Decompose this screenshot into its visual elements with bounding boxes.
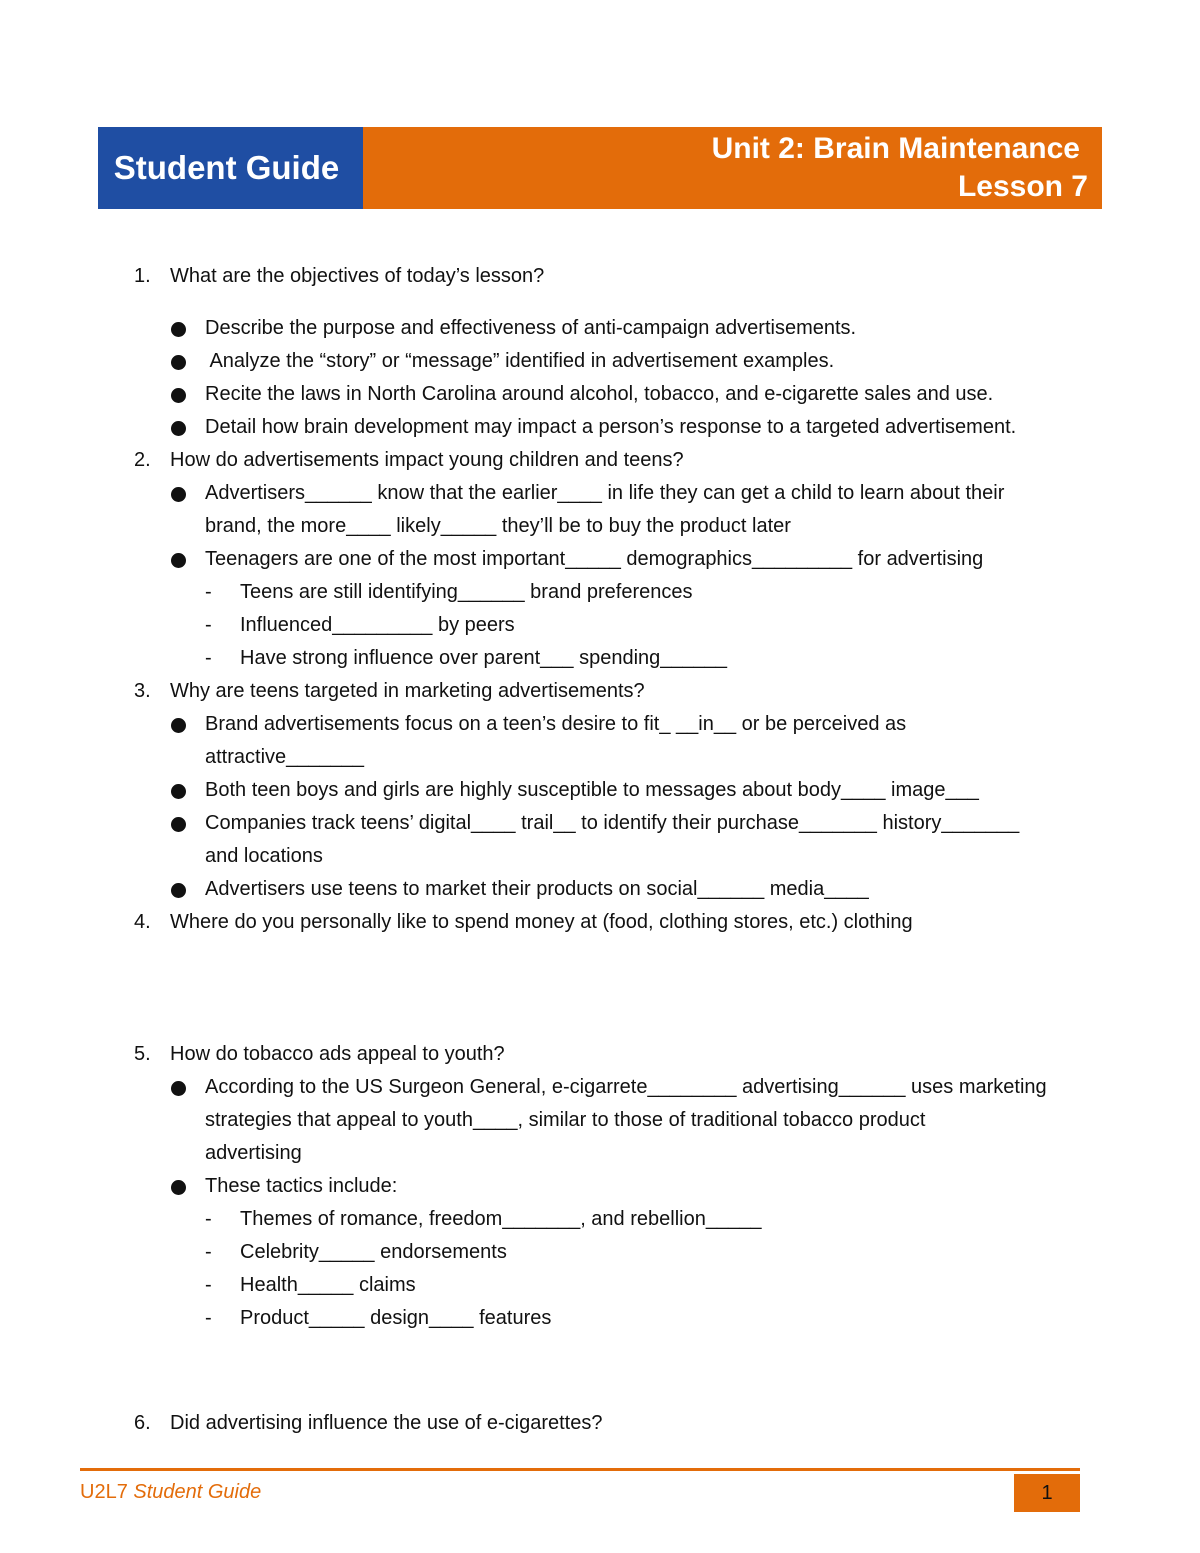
lesson-title: Lesson 7 — [957, 170, 1088, 203]
bullet-icon — [171, 421, 186, 436]
unit-title: Unit 2: Brain Maintenance — [711, 132, 1080, 165]
bullet-text: attractive_______ — [205, 746, 365, 768]
sub-item-text: Teens are still identifying______ brand preferences — [240, 581, 693, 603]
bullet-text: strategies that appeal to youth____, similar to those of traditional tobacco product — [205, 1109, 926, 1131]
question-text: How do advertisements impact young children and teens? — [170, 449, 684, 471]
bullet-text: Advertisers______ know that the earlier____ in life they can get a child to learn about their — [205, 482, 1005, 504]
question-number: 3. — [134, 680, 151, 702]
bullet-icon — [171, 487, 186, 502]
bullet-text: Analyze the “story” or “message” identified in advertisement examples. — [205, 350, 835, 372]
bullet-text: Teenagers are one of the most important_____ demographics_________ for advertising — [205, 548, 984, 570]
bullet-text: and locations — [205, 845, 323, 867]
bullet-text: Companies track teens’ digital____ trail__ to identify their purchase_______ history_______ — [205, 812, 1020, 834]
bullet-icon — [171, 1180, 186, 1195]
question-text: Where do you personally like to spend money at (food, clothing stores, etc.) clothing — [170, 911, 913, 933]
bullet-text: These tactics include: — [205, 1175, 398, 1197]
bullet-icon — [171, 322, 186, 337]
footer-guide: Student Guide — [133, 1481, 262, 1503]
bullet-text: Brand advertisements focus on a teen’s desire to fit_ __in__ or be perceived as — [205, 713, 907, 735]
bullet-icon — [171, 883, 186, 898]
sub-item-text: Themes of romance, freedom_______, and rebellion_____ — [240, 1208, 762, 1230]
question-number: 6. — [134, 1412, 151, 1434]
bullet-icon — [171, 817, 186, 832]
bullet-text: Describe the purpose and effectiveness of anti-campaign advertisements. — [205, 317, 857, 339]
dash-icon: - — [205, 1307, 212, 1329]
question-text: How do tobacco ads appeal to youth? — [170, 1043, 505, 1065]
bullet-icon — [171, 553, 186, 568]
sub-item-text: Health_____ claims — [240, 1274, 416, 1296]
footer-label — [80, 1481, 261, 1504]
dash-icon: - — [205, 1208, 212, 1230]
bullet-icon — [171, 718, 186, 733]
bullet-text: According to the US Surgeon General, e-cigarrete________ advertising______ uses marketing — [205, 1076, 1047, 1098]
footer-code: U2L7 — [80, 1481, 128, 1503]
dash-icon: - — [205, 581, 212, 603]
question-number: 4. — [134, 911, 151, 933]
dash-icon: - — [205, 647, 212, 669]
bullet-text: Advertisers use teens to market their products on social______ media____ — [205, 878, 869, 900]
bullet-icon — [171, 388, 186, 403]
question-number: 5. — [134, 1043, 151, 1065]
bullet-text: Recite the laws in North Carolina around alcohol, tobacco, and e-cigarette sales and use. — [205, 383, 994, 405]
dash-icon: - — [205, 1274, 212, 1296]
bullet-text: brand, the more____ likely_____ they’ll be to buy the product later — [205, 515, 791, 537]
bullet-text: Detail how brain development may impact a person’s response to a targeted advertisement. — [205, 416, 1017, 438]
footer-divider — [80, 1468, 1080, 1471]
bullet-icon — [171, 1081, 186, 1096]
sub-item-text: Influenced_________ by peers — [240, 614, 515, 636]
bullet-text: Both teen boys and girls are highly susceptible to messages about body____ image___ — [205, 779, 979, 801]
dash-icon: - — [205, 614, 212, 636]
sub-item-text: Have strong influence over parent___ spending______ — [240, 647, 728, 669]
page-number: 1 — [1014, 1474, 1080, 1512]
question-text: What are the objectives of today’s lesson? — [170, 265, 545, 287]
question-text: Why are teens targeted in marketing advertisements? — [170, 680, 645, 702]
unit-lesson-block — [363, 127, 1102, 209]
sub-item-text: Product_____ design____ features — [240, 1307, 552, 1329]
header-banner — [98, 127, 1102, 209]
bullet-icon — [171, 784, 186, 799]
question-number: 1. — [134, 265, 151, 287]
bullet-icon — [171, 355, 186, 370]
question-number: 2. — [134, 449, 151, 471]
dash-icon: - — [205, 1241, 212, 1263]
sub-item-text: Celebrity_____ endorsements — [240, 1241, 507, 1263]
student-guide-title: Student Guide — [98, 127, 363, 209]
question-text: Did advertising influence the use of e-cigarettes? — [170, 1412, 603, 1434]
bullet-text: advertising — [205, 1142, 302, 1164]
